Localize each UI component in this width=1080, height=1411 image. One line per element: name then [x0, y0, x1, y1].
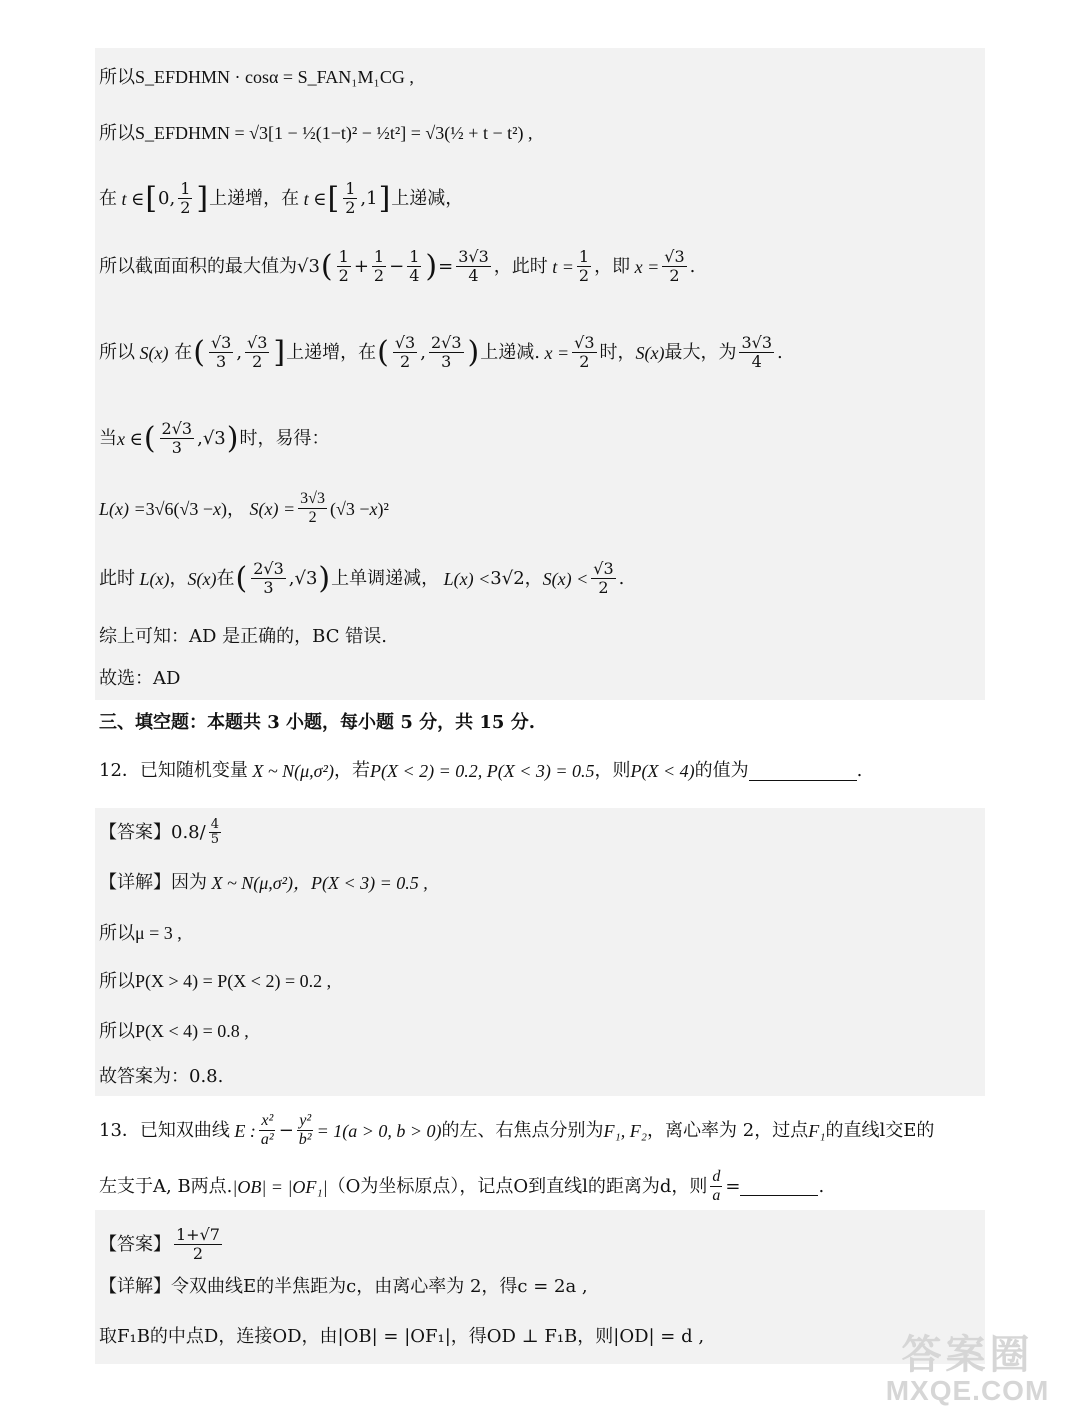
solution-panel-1	[95, 48, 985, 700]
solution-line-2: 所以S_EFDHMN = √3[1 − ½(1−t)² − ½t²] = √3(½ + t − t²) ,	[99, 123, 533, 143]
site-watermark: 答案圈 MXQE.COM	[885, 1333, 1050, 1406]
solution-summary: 综上可知：AD 是正确的，BC 错误.	[99, 626, 387, 647]
q13-answer: 【答案】 $\frac{1+√7}{2}$	[99, 1225, 220, 1263]
q13-stem-1: 13．已知双曲线 E : $\frac{\text{x²}}{\text{a²}}$ − $\frac{\text{y²}}{\text{b²}}$ = 1(a > 0, b > 0) 的左、右焦点分别为 F₁, F₂ ，离心率为 2，过点 F₁ 的直线l交E的	[99, 1112, 935, 1148]
solution-line-1: 所以S_EFDHMN · cosα = S_FAN₁M₁CG ,	[99, 67, 414, 87]
solution-choice: 故选：AD	[99, 668, 181, 689]
q12-detail-3: 所以P(X > 4) = P(X < 2) = 0.2 ,	[99, 971, 332, 991]
q12-detail-5: 故答案为：0.8.	[99, 1066, 224, 1087]
solution-line-5: 所以 S(x) 在 ( $\frac{√3}{3}$ , $\frac{√3}{2}$ ] 上递增，在 ( $\frac{√3}{2}$ , $\frac{2√3}{3}$ ) 上递减. x = $\frac{√3}{2}$ 时， S(x) 最大，为 $\frac{3√3}{4}$ .	[99, 333, 783, 371]
q13-stem-2: 左支于A, B两点. |OB| = |OF₁| （O为坐标原点），记点O到直线l的距离为d，则 $\frac{d}{a}$ = .	[99, 1168, 825, 1204]
q12-detail-4: 所以P(X < 4) = 0.8 ,	[99, 1021, 249, 1041]
answer-panel-12	[95, 808, 985, 1096]
solution-line-8: 此时 L(x) ， S(x) 在 ( $\frac{2√3}{3}$ ,√3 ) 上单调递减， L(x) < 3√2， S(x) < $\frac{√3}{2}$ .	[99, 559, 625, 597]
q12-answer: 【答案】 0.8/ $\frac{4}{5}$	[99, 817, 219, 847]
q13-detail-1: 【详解】 令双曲线E的半焦距为c，由离心率为 2，得c = 2a ,	[99, 1276, 588, 1297]
solution-line-7: L(x) = 3√6(√3 − x )， S(x) = $\frac{3√3}{2}$ (√3 − x )²	[99, 490, 389, 526]
q12-answer-blank[interactable]	[749, 762, 857, 781]
q13-detail-2: 取F₁B的中点D，连接OD，由|OB| = |OF₁|，得OD ⊥ F₁B，则|OD| = d ,	[99, 1326, 705, 1347]
q13-answer-blank[interactable]	[740, 1177, 818, 1196]
section-heading: 三、填空题：本题共 3 小题，每小题 5 分，共 15 分.	[99, 712, 535, 733]
q12-detail-2: 所以μ = 3 ,	[99, 923, 182, 943]
q12-detail-1: 【详解】 因为 X ~ N(μ,σ²)，P(X < 3) = 0.5 ,	[99, 872, 428, 893]
solution-line-6: 当 x ∈ ( $\frac{2√3}{3}$ ,√3 ) 时，易得：	[99, 419, 330, 457]
solution-line-3: 在 t ∈ [ 0, $\frac{1}{2}$ ] 上递增，在 t ∈ [ $\frac{1}{2}$ ,1 ] 上递减，	[99, 179, 464, 217]
q12-stem: 12．已知随机变量 X ~ N(μ,σ²) ，若 P(X < 2) = 0.2, P(X < 3) = 0.5 ，则 P(X < 4) 的值为 .	[99, 760, 863, 781]
solution-line-4: 所以截面面积的最大值为 √3 ( $\frac{1}{2}$ + $\frac{1}{2}$ − $\frac{1}{4}$ ) = $\frac{3√3}{4}$ ，此时 t = $\frac{1}{2}$ ，即 x = $\frac{√3}{2}$ .	[99, 247, 696, 285]
